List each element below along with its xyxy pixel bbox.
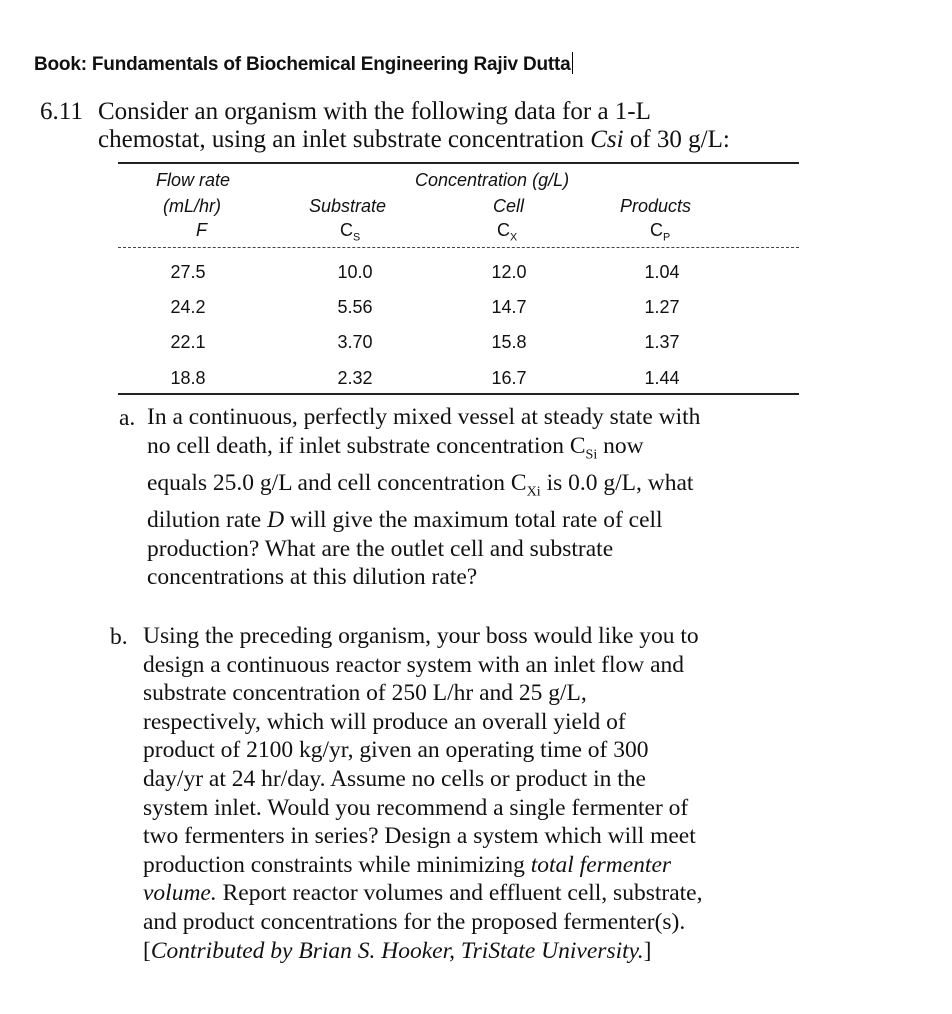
- table-cell: 15.8: [491, 332, 527, 352]
- table-cell: 18.8: [170, 368, 206, 388]
- cell-symbol: $C_X$: [497, 220, 518, 244]
- products-header: Products: [620, 196, 692, 216]
- part-b-text: Using the preceding organism, your boss would like you to design a continuous reactor system with an inlet flow and substrate concentration of 250 L/hr and 25 g/L, respectively, which will produce an overall yield of product of 2100 kg/yr, given an operating time of 300 day/yr at 24 hr/day. Assume no cells or product in the system inlet. Would you recommend a single fermenter of two fermenters in series? Design a system which will meet production constraints while minimizing total fermenter volume. Report reactor volumes and effluent cell, substrate, and product concentrations for the proposed fermenter(s). [Contributed by Brian S. Hooker, TriState University.]: [143, 623, 703, 964]
- table-cell: 14.7: [491, 297, 527, 317]
- table-bottom-rule: [118, 393, 799, 395]
- table-cell: 5.56: [337, 297, 373, 317]
- table-cell: 16.7: [491, 368, 527, 388]
- table-cell: 22.1: [170, 332, 206, 352]
- table-cell: 27.5: [170, 262, 206, 282]
- table-cell: 10.0: [337, 262, 373, 282]
- part-b-label: b.: [110, 624, 128, 650]
- table-cell: 24.2: [170, 297, 206, 317]
- part-a-text: In a continuous, perfectly mixed vessel at steady state with no cell death, if inlet substrate concentration $C_{Si}$ now equals 25.0 g/L and cell concentration $C_{Xi}$ is 0.0 g/L, what dilution rate D will give the maximum total rate of cell production? What are the outlet cell and substrate concentrations at this dilution rate?: [147, 404, 701, 591]
- table-cell: 1.44: [644, 368, 680, 388]
- part-a-label: a.: [119, 405, 136, 431]
- table-cell: 3.70: [337, 332, 373, 352]
- table-cell: 1.04: [644, 262, 680, 282]
- problem-number: 6.11: [40, 98, 83, 125]
- table-cell: 2.32: [337, 368, 373, 388]
- problem-intro-line2: chemostat, using an inlet substrate concentration Csi of 30 g/L:: [98, 126, 730, 153]
- cell-header: Cell: [493, 196, 525, 216]
- book-title: Book: Fundamentals of Biochemical Engineering Rajiv Dutta: [34, 54, 571, 75]
- table-cell: 1.37: [644, 332, 680, 352]
- table-cell: 12.0: [491, 262, 527, 282]
- text-cursor: [572, 52, 573, 74]
- substrate-symbol: $C_S$: [340, 220, 361, 244]
- table-cell: 1.27: [644, 297, 680, 317]
- concentration-header: Concentration (g/L): [415, 170, 570, 190]
- flow-rate-symbol: F: [196, 220, 207, 240]
- flow-rate-header: Flow rate: [156, 170, 231, 190]
- flow-rate-unit: (mL/hr): [163, 196, 221, 216]
- table-top-rule: [118, 162, 799, 164]
- problem-intro-line1: Consider an organism with the following data for a 1-L: [98, 98, 651, 125]
- table-header-rule: [118, 247, 799, 248]
- substrate-header: Substrate: [309, 196, 387, 216]
- products-symbol: $C_P$: [650, 220, 671, 244]
